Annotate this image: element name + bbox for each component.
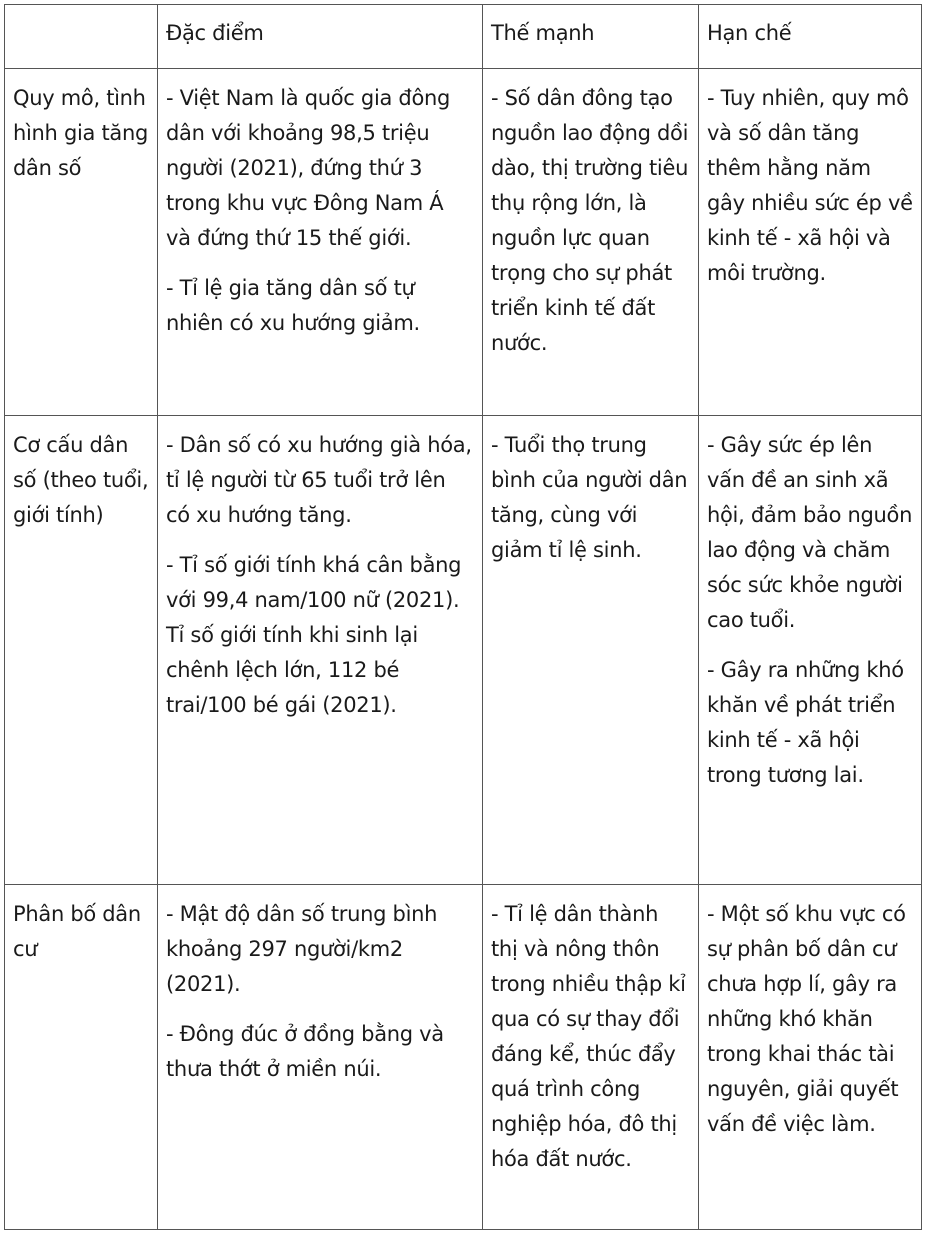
han-che-cell [699, 416, 922, 885]
the-manh-cell [483, 69, 699, 416]
the-manh-cell [483, 416, 699, 885]
cell-paragraph: - Mật độ dân số trung bình khoảng 297 người/km2 (2021). [166, 902, 438, 996]
table-row [5, 885, 922, 1230]
population-table [4, 4, 922, 1230]
cell-paragraph: - Gây sức ép lên vấn đề an sinh xã hội, đảm bảo nguồn lao động và chăm sóc sức khỏe người cao tuổi. [707, 433, 913, 632]
header-cell-han-che: Hạn chế [699, 5, 922, 69]
header-cell-the-manh: Thế mạnh [483, 5, 699, 69]
table-row [5, 69, 922, 416]
cell-paragraph: - Đông đúc ở đồng bằng và thưa thớt ở miền núi. [166, 1022, 444, 1081]
han-che-cell [699, 69, 922, 416]
cell-paragraph: - Tỉ số giới tính khá cân bằng với 99,4 nam/100 nữ (2021). Tỉ số giới tính khi sinh lại chênh lệch lớn, 112 bé trai/100 bé gái (2021). [166, 553, 462, 717]
han-che-cell [699, 885, 922, 1230]
cell-paragraph: - Số dân đông tạo nguồn lao động dồi dào, thị trường tiêu thụ rộng lớn, là nguồn lực quan trọng cho sự phát triển kinh tế đất nước. [491, 86, 689, 355]
row-label-cell: Quy mô, tình hình gia tăng dân số [5, 69, 158, 416]
cell-paragraph: - Một số khu vực có sự phân bố dân cư chưa hợp lí, gây ra những khó khăn trong khai thác tài nguyên, giải quyết vấn đề việc làm. [707, 902, 906, 1136]
cell-paragraph: - Việt Nam là quốc gia đông dân với khoảng 98,5 triệu người (2021), đứng thứ 3 trong khu vực Đông Nam Á và đứng thứ 15 thế giới. [166, 86, 451, 250]
dac-diem-cell [158, 885, 483, 1230]
the-manh-cell [483, 885, 699, 1230]
header-cell-empty [5, 5, 158, 69]
cell-paragraph: - Tuy nhiên, quy mô và số dân tăng thêm hằng năm gây nhiều sức ép về kinh tế - xã hội và môi trường. [707, 86, 913, 285]
row-label-cell: Phân bố dân cư [5, 885, 158, 1230]
cell-paragraph: - Dân số có xu hướng già hóa, tỉ lệ người từ 65 tuổi trở lên có xu hướng tăng. [166, 433, 472, 527]
table-header-row [5, 5, 922, 69]
dac-diem-cell [158, 69, 483, 416]
cell-paragraph: - Tỉ lệ dân thành thị và nông thôn trong nhiều thập kỉ qua có sự thay đổi đáng kể, thúc đẩy quá trình công nghiệp hóa, đô thị hóa đất nước. [491, 902, 686, 1171]
cell-paragraph: - Tuổi thọ trung bình của người dân tăng, cùng với giảm tỉ lệ sinh. [491, 433, 688, 562]
header-cell-dac-diem: Đặc điểm [158, 5, 483, 69]
cell-paragraph: - Gây ra những khó khăn về phát triển kinh tế - xã hội trong tương lai. [707, 658, 904, 787]
dac-diem-cell [158, 416, 483, 885]
cell-paragraph: - Tỉ lệ gia tăng dân số tự nhiên có xu hướng giảm. [166, 276, 420, 335]
row-label-cell: Cơ cấu dân số (theo tuổi, giới tính) [5, 416, 158, 885]
table-row [5, 416, 922, 885]
